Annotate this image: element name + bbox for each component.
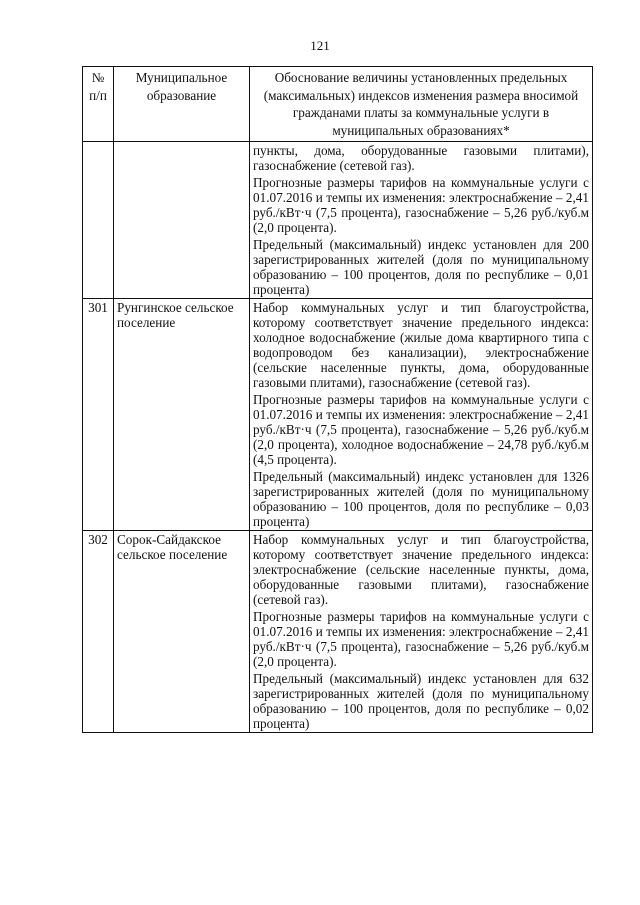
cell-num <box>83 142 114 299</box>
paragraph-tariffs: Прогнозные размеры тарифов на коммунальные услуги с 01.07.2016 и темпы их изменения: электроснабжение – 2,41 руб./кВт·ч (7,5 процента), газоснабжение – 5,26 руб./куб.м (2,0 процента), холодное водоснабжение – 24,78 руб./куб.м (4,5 процента). <box>253 392 589 467</box>
page-number: 121 <box>310 38 330 53</box>
cell-num: 301 <box>83 299 114 531</box>
cell-num: 302 <box>83 531 114 733</box>
table-row <box>83 531 593 733</box>
table-row-continuation <box>83 142 593 299</box>
paragraph-services: Набор коммунальных услуг и тип благоустройства, которому соответствует значение предельного индекса: электроснабжение (сельские населенные пункты, дома, оборудованные газовыми плитами), газоснабжение (сетевой газ). <box>253 532 589 607</box>
paragraph-index: Предельный (максимальный) индекс установлен для 1326 зарегистрированных жителей (доля по муниципальному образованию – 100 процентов, доля по республике – 0,03 процента) <box>253 469 589 529</box>
paragraph-tariffs: Прогнозные размеры тарифов на коммунальные услуги с 01.07.2016 и темпы их изменения: электроснабжение – 2,41 руб./кВт·ч (7,5 процента), газоснабжение – 5,26 руб./куб.м (2,0 процента). <box>253 609 589 669</box>
paragraph-tariffs: Прогнозные размеры тарифов на коммунальные услуги с 01.07.2016 и темпы их изменения: электроснабжение – 2,41 руб./кВт·ч (7,5 процента), газоснабжение – 5,26 руб./куб.м (2,0 процента). <box>253 175 589 235</box>
cell-municipality: Сорок-Сайдакское сельское поселение <box>114 531 250 733</box>
header-municipality: Муниципальное образование <box>114 67 250 142</box>
paragraph-index: Предельный (максимальный) индекс установлен для 632 зарегистрированных жителей (доля по муниципальному образованию – 100 процентов, доля по республике – 0,02 процента) <box>253 671 589 731</box>
paragraph-continued-services: пункты, дома, оборудованные газовыми плитами), газоснабжение (сетевой газ). <box>253 143 589 173</box>
paragraph-services: Набор коммунальных услуг и тип благоустройства, которому соответствует значение предельного индекса: холодное водоснабжение (жилые дома квартирного типа с водопроводом без канализации), электроснабжение (сельские населенные пункты, дома, оборудованные газовыми плитами), газоснабжение (сетевой газ). <box>253 300 589 390</box>
tariff-index-table <box>82 66 593 733</box>
header-justification: Обоснование величины установленных предельных (максимальных) индексов изменения размера вносимой гражданами платы за коммунальные услуги в муниципальных образованиях* <box>250 67 593 142</box>
cell-municipality: Рунгинское сельское поселение <box>114 299 250 531</box>
cell-justification <box>250 142 593 299</box>
paragraph-index: Предельный (максимальный) индекс установлен для 200 зарегистрированных жителей (доля по муниципальному образованию – 100 процентов, доля по республике – 0,01 процента) <box>253 237 589 297</box>
cell-justification <box>250 299 593 531</box>
table-header-row <box>83 67 593 142</box>
cell-municipality <box>114 142 250 299</box>
header-num: № п/п <box>83 67 114 142</box>
table-row <box>83 299 593 531</box>
cell-justification <box>250 531 593 733</box>
